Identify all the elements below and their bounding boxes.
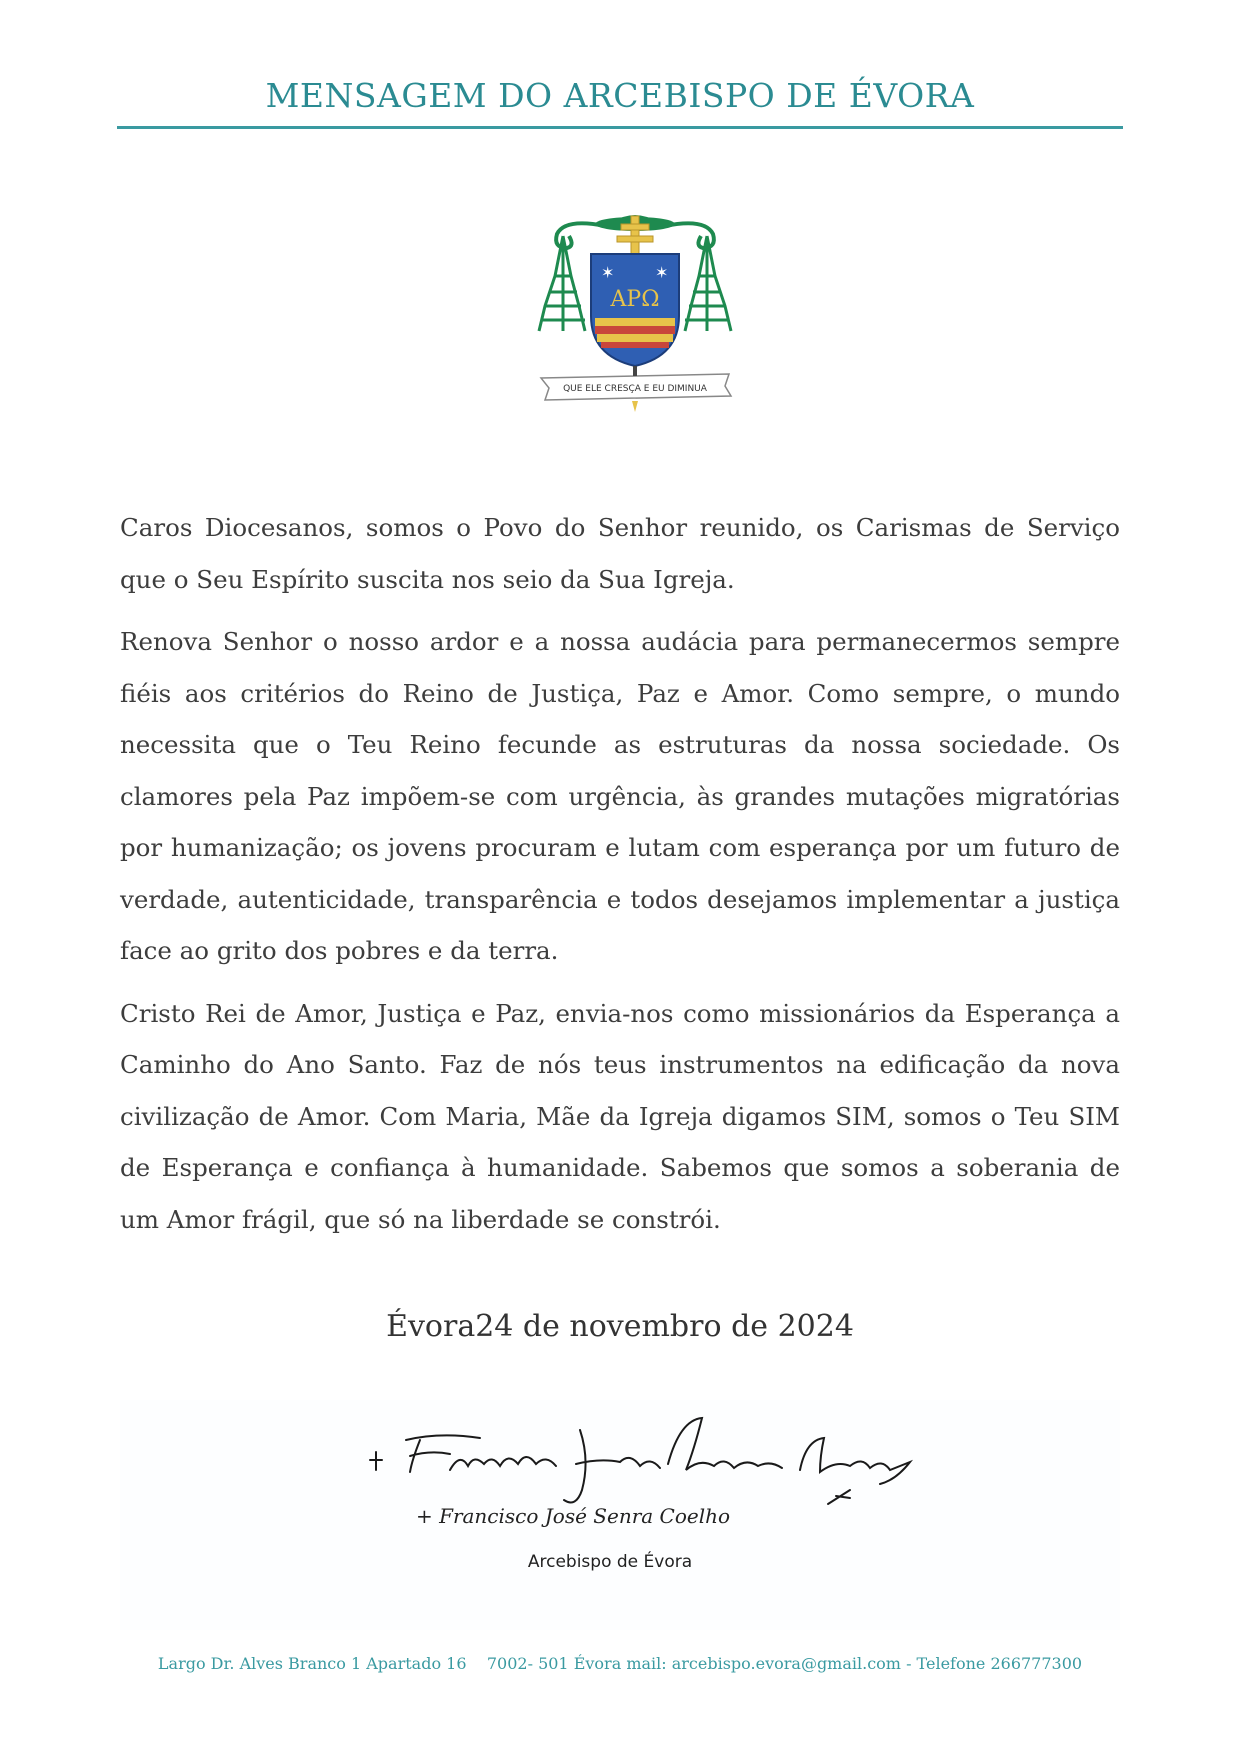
paragraph-2: Renova Senhor o nosso ardor e a nossa audácia para permanecermos sempre fiéis aos critérios do Reino de Justiça, Paz e Amor. Como sempre, o mundo necessita que o Teu Reino fecunde as estruturas da nossa sociedade. Os clamores pela Paz impõem-se com urgência, às grandes mutações migratórias por humanização; os jovens procuram e lutam com esperança por um futuro de verdade, autenticidade, transparência e todos desejamos implementar a justiça face ao grito dos pobres e da terra. [120, 627, 1120, 965]
message-body [120, 502, 1120, 1256]
signature-block [120, 1400, 1120, 1630]
title-divider [117, 126, 1123, 129]
paragraph-1: Caros Diocesanos, somos o Povo do Senhor reunido, os Carismas de Serviço que o Seu Espírito suscita nos seio da Sua Igreja. [120, 513, 1120, 594]
shield-base-pattern [595, 318, 675, 348]
signer-title: Arcebispo de Évora [527, 1552, 693, 1572]
star-left-icon: ✶ [601, 263, 615, 282]
signer-name: + Francisco José Senra Coelho [415, 1504, 731, 1528]
archbishop-coat-of-arms [535, 206, 735, 416]
star-right-icon: ✶ [655, 263, 669, 282]
chi-rho-symbols: ΑΡΩ [610, 287, 660, 312]
tassels-left [539, 236, 585, 331]
paragraph-3: Cristo Rei de Amor, Justiça e Paz, envia-nos como missionários da Esperança a Caminho do Ano Santo. Faz de nós teus instrumentos na edificação da nova civilização de Amor. Com Maria, Mãe da Igreja digamos SIM, somos o Teu SIM de Esperança e confiança à humanidade. Sabemos que somos a soberania de um Amor frágil, que só na liberdade se constrói. [120, 998, 1120, 1234]
tassels-right [685, 236, 731, 331]
footer-contact: Largo Dr. Alves Branco 1 Apartado 16 7002- 501 Évora mail: arcebispo.evora@gmail.com - Telefone 266777300 [157, 1654, 1083, 1673]
motto-text: QUE ELE CRESÇA E EU DIMINUA [563, 384, 707, 394]
page-title: MENSAGEM DO ARCEBISPO DE ÉVORA [265, 76, 975, 115]
date-line: Évora24 de novembro de 2024 [386, 1309, 854, 1344]
